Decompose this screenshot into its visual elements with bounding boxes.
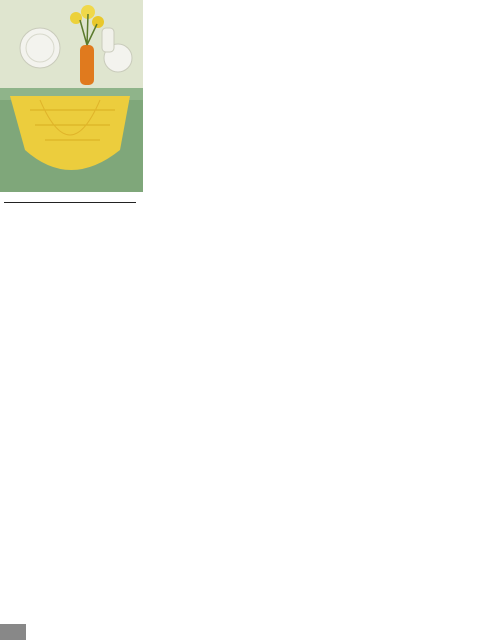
doily-photo-image — [0, 0, 143, 192]
model-name — [4, 200, 136, 203]
doily-photo — [0, 0, 143, 192]
page-number — [0, 624, 26, 640]
crochet-chart — [140, 10, 460, 605]
instructions-column — [4, 200, 136, 207]
legend — [392, 88, 478, 90]
crochet-chart-svg — [140, 10, 460, 600]
